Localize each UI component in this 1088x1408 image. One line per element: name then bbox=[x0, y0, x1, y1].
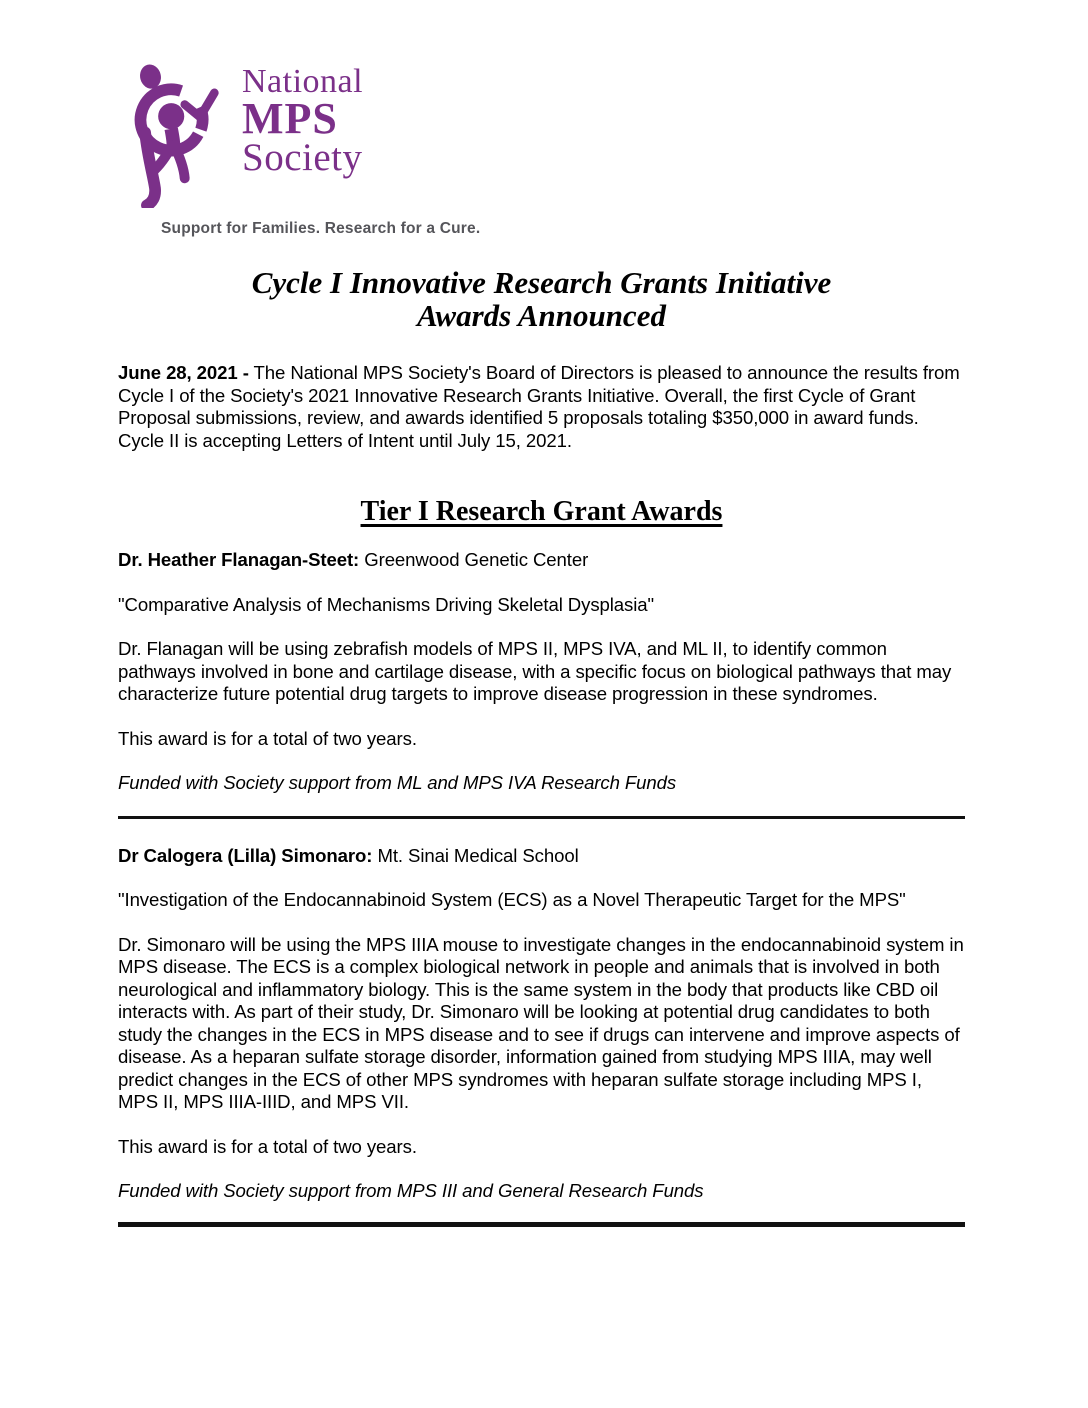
award-recipient-line bbox=[118, 845, 965, 868]
award-section-flanagan-steet bbox=[118, 549, 965, 795]
section-divider bbox=[118, 816, 965, 819]
award-section-simonaro bbox=[118, 845, 965, 1203]
intro-date: June 28, 2021 - bbox=[118, 362, 249, 383]
funding-source: Funded with Society support from MPS III and General Research Funds bbox=[118, 1180, 704, 1201]
intro-body: The National MPS Society's Board of Directors is pleased to announce the results from Cycle I of the Society's 2021 Innovative Research Grants Initiative. Overall, the first Cycle of Grant Proposal submissions, review, and awards identified 5 proposals totaling $350,000 in award funds. Cycle II is accepting Letters of Intent until July 15, 2021. bbox=[118, 362, 960, 451]
title-line-2: Awards Announced bbox=[417, 298, 666, 333]
bottom-divider bbox=[118, 1222, 965, 1227]
mps-society-wordmark bbox=[242, 64, 363, 177]
mps-society-logo bbox=[128, 64, 965, 238]
recipient-institution: Mt. Sinai Medical School bbox=[377, 844, 579, 866]
recipient-name: Dr Calogera (Lilla) Simonaro: bbox=[118, 844, 373, 866]
wordmark-line-national: National bbox=[242, 63, 364, 100]
project-title: "Comparative Analysis of Mechanisms Driving Skeletal Dysplasia" bbox=[118, 593, 654, 615]
project-title: "Investigation of the Endocannabinoid System (ECS) as a Novel Therapeutic Target for the MPS" bbox=[118, 889, 906, 910]
award-duration: This award is for a total of two years. bbox=[118, 1135, 417, 1157]
title-line-1: Cycle I Innovative Research Grants Initiative bbox=[251, 265, 832, 300]
document-title bbox=[118, 266, 965, 332]
funding-source: Funded with Society support from ML and MPS IVA Research Funds bbox=[118, 772, 677, 793]
award-recipient-line bbox=[118, 549, 965, 572]
intro-paragraph bbox=[118, 362, 965, 452]
wordmark-line-mps: MPS bbox=[242, 94, 338, 143]
logo-tagline: Support for Families. Research for a Cure. bbox=[161, 220, 481, 237]
award-duration: This award is for a total of two years. bbox=[118, 727, 417, 749]
section-heading-tier-1: Tier I Research Grant Awards bbox=[360, 496, 723, 527]
award-description: Dr. Simonaro will be using the MPS IIIA mouse to investigate changes in the endocannabinoid system in MPS disease. The ECS is a complex biological network in people and animals that is involved in both neurological and inflammatory biology. This is the same system in the body that products like CBD oil interacts with. As part of their study, Dr. Simonaro will be looking at potential drug candidates to both study the changes in the ECS in MPS disease and to see if drugs can intervene and improve aspects of disease. As a heparan sulfate storage disorder, information gained from studying MPS IIIA, may well predict changes in the ECS of other MPS syndromes with heparan sulfate storage including MPS I, MPS II, MPS IIIA-IIID, and MPS VII. bbox=[118, 933, 964, 1112]
recipient-institution: Greenwood Genetic Center bbox=[364, 549, 589, 570]
award-description: Dr. Flanagan will be using zebrafish models of MPS II, MPS IVA, and ML II, to identify common pathways involved in bone and cartilage disease, with a specific focus on biological pathways that may characterize future potential drug targets to improve disease progression in these syndromes. bbox=[118, 638, 952, 704]
parent-child-figure-icon bbox=[128, 64, 236, 213]
wordmark-line-society: Society bbox=[242, 136, 363, 179]
recipient-name: Dr. Heather Flanagan-Steet: bbox=[118, 549, 360, 570]
